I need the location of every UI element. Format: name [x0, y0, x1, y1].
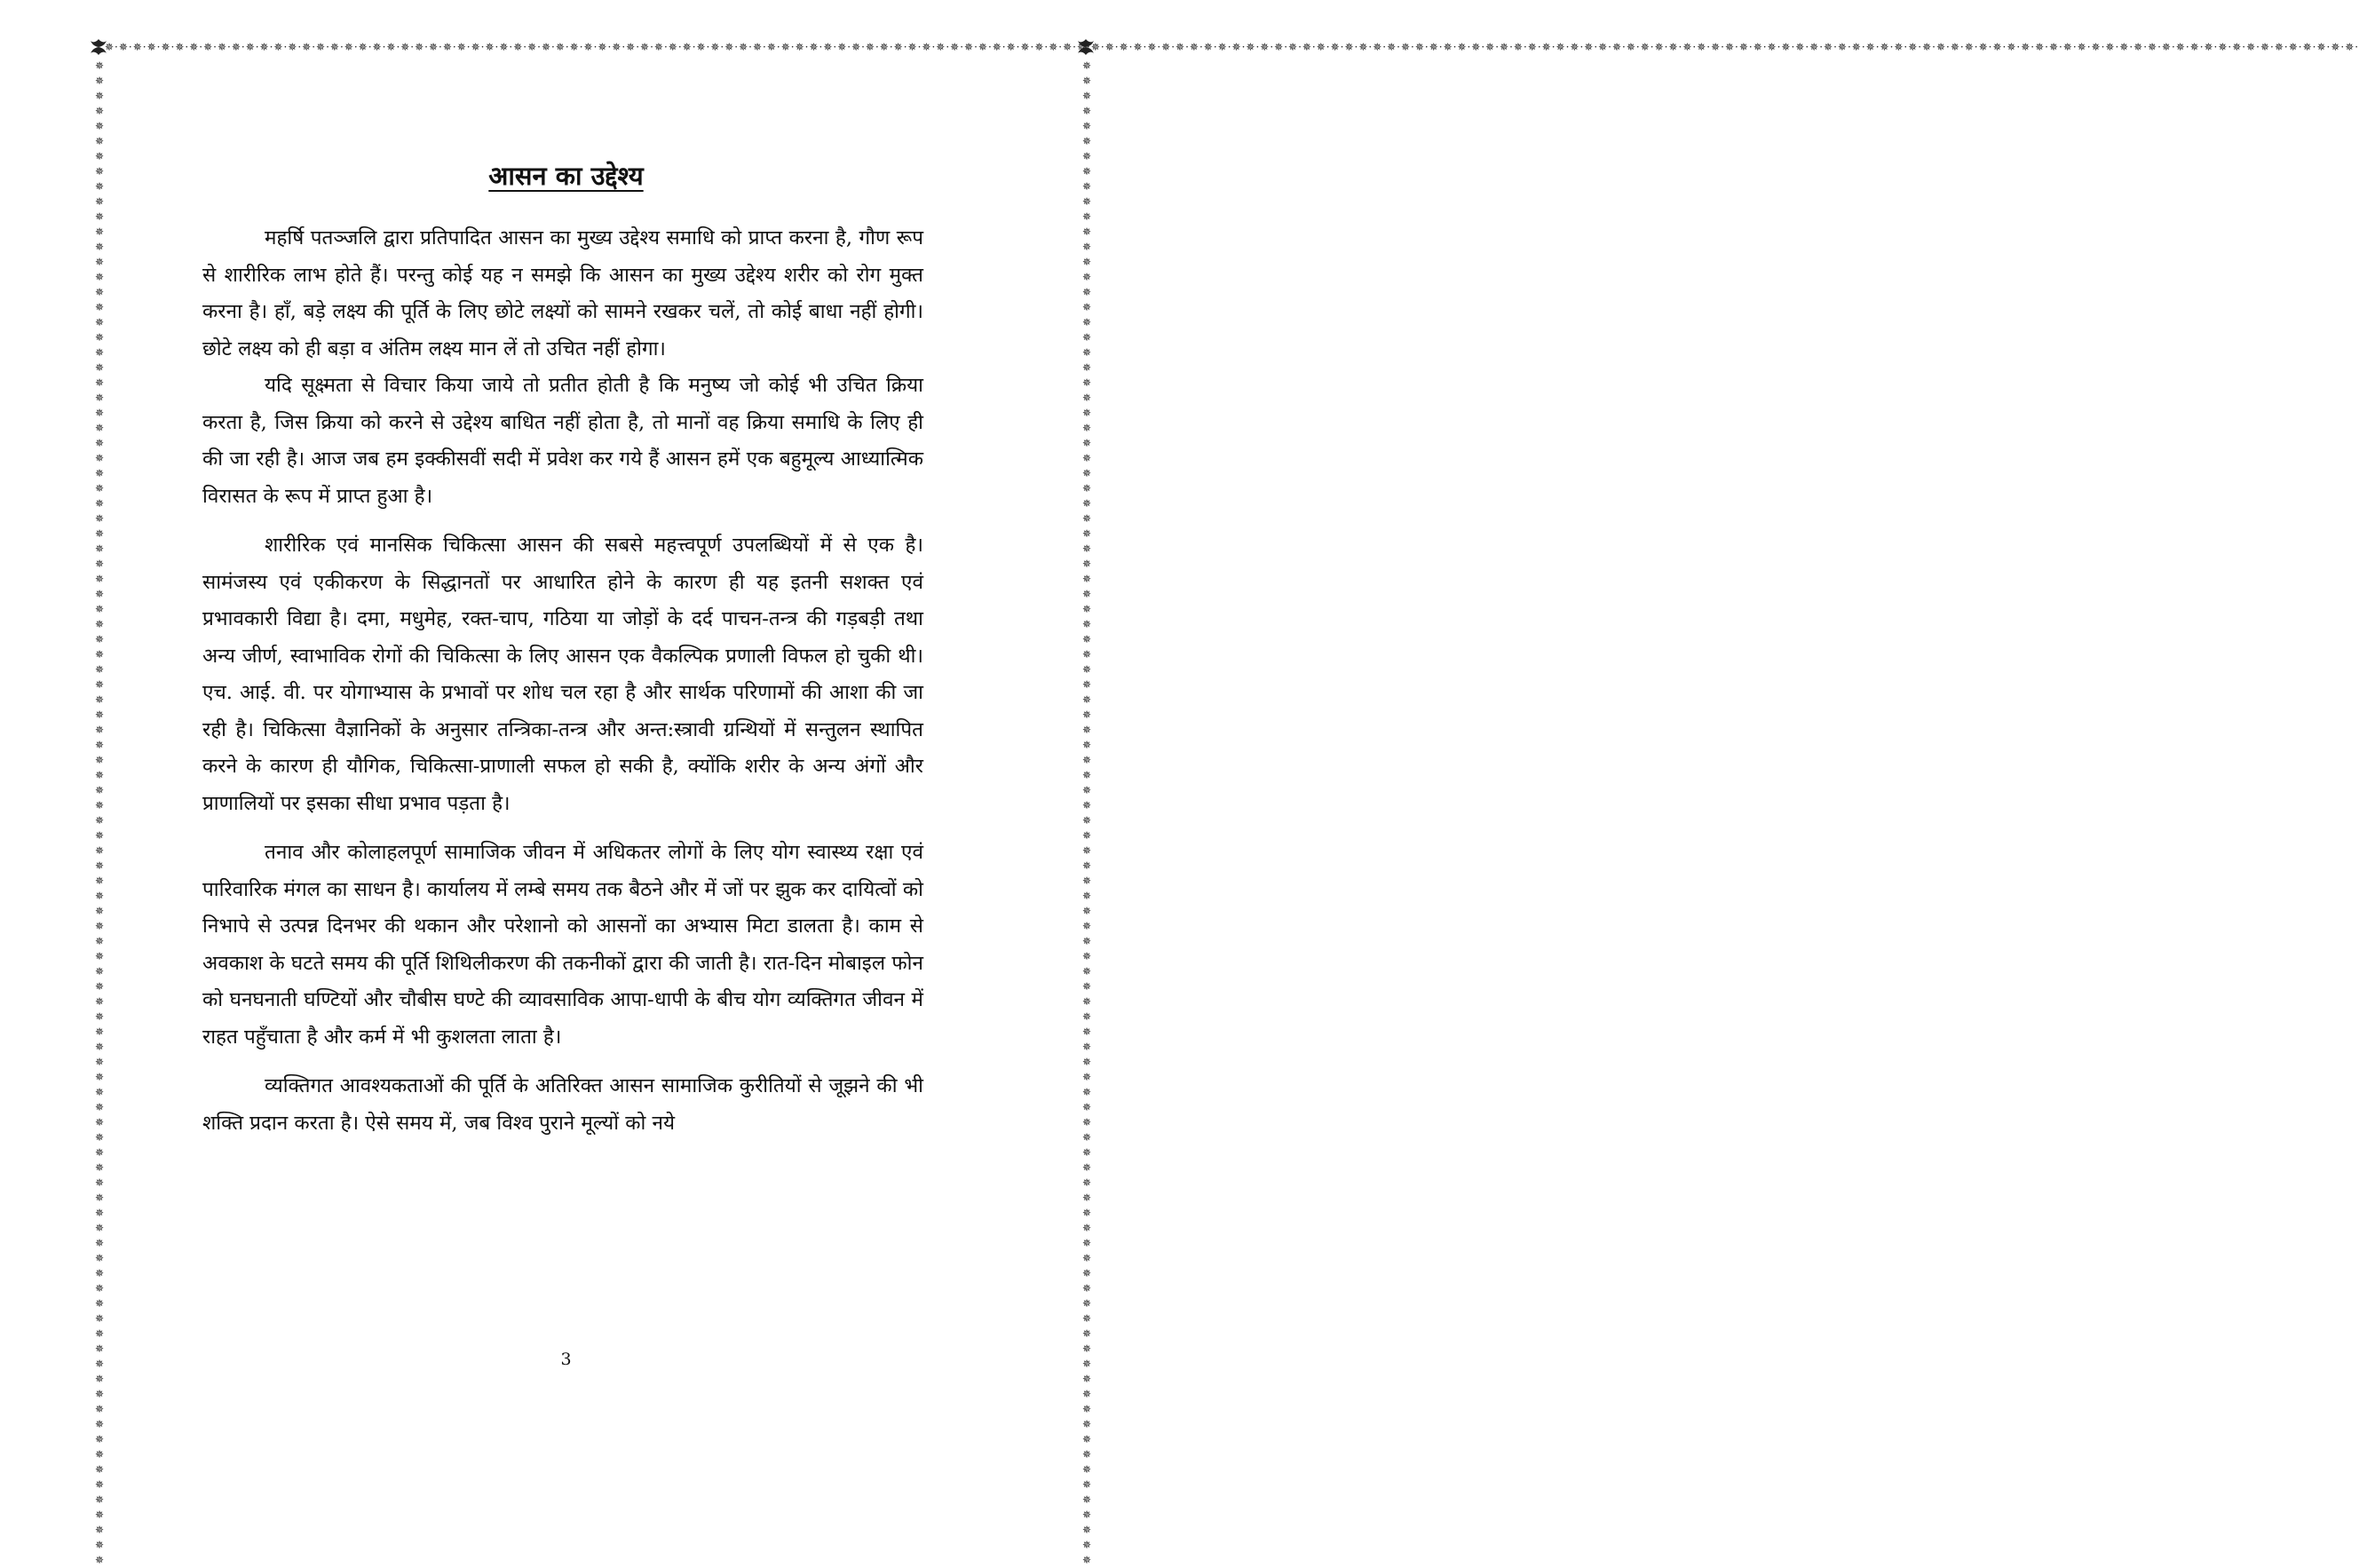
- floral-border-right-icon: ✵✵✵✵✵✵✵✵✵✵✵✵✵✵✵✵✵✵✵✵✵✵✵✵✵✵✵✵✵✵✵✵✵✵✵✵✵✵✵✵✵✵✵✵✵✵✵✵✵✵✵✵✵✵✵✵✵✵✵✵✵✵✵✵✵✵✵✵✵✵✵✵✵✵✵✵✵✵✵✵✵✵✵✵✵✵✵✵✵✵✵✵✵✵✵✵✵✵✵✵: [1081, 59, 1092, 1566]
- floral-border-left-icon: ✵✵✵✵✵✵✵✵✵✵✵✵✵✵✵✵✵✵✵✵✵✵✵✵✵✵✵✵✵✵✵✵✵✵✵✵✵✵✵✵✵✵✵✵✵✵✵✵✵✵✵✵✵✵✵✵✵✵✵✵✵✵✵✵✵✵✵✵✵✵✵✵✵✵✵✵✵✵✵✵✵✵✵✵✵✵✵✵✵✵✵✵✵✵✵✵✵✵✵✵: [94, 59, 105, 1566]
- page-title: [0, 158, 1132, 194]
- paragraph-1: महर्षि पतञ्जलि द्वारा प्रतिपादित आसन का मुख्य उद्देश्य समाधि को प्राप्त करना है, गौण रूप से शारीरिक लाभ होते हैं। परन्तु कोई यह न समझे कि आसन का मुख्य उद्देश्य शरीर को रोग मुक्त करना है। हाँ, बड़े लक्ष्य की पूर्ति के लिए छोटे लक्ष्यों को सामने रखकर चलें, तो कोई बाधा नहीं होगी। छोटे लक्ष्य को ही बड़ा व अंतिम लक्ष्य मान लें तो उचित नहीं होगा।: [202, 226, 923, 360]
- document-body: [202, 220, 923, 1142]
- paragraph-2: यदि सूक्ष्मता से विचार किया जाये तो प्रतीत होती है कि मनुष्य जो कोई भी उचित क्रिया करता है, जिस क्रिया को करने से उद्देश्य बाधित नहीं होता है, तो मानों वह क्रिया समाधि के लिए ही की जा रही है। आज जब हम इक्कीसवीं सदी में प्रवेश कर गये हैं आसन हमें एक बहुमूल्य आध्यात्मिक विरासत के रूप में प्राप्त हुआ है।: [202, 374, 923, 508]
- paragraph-3: शारीरिक एवं मानसिक चिकित्सा आसन की सबसे महत्त्वपूर्ण उपलब्धियों में से एक है। सामंजस्य एवं एकीकरण के सिद्धानतों पर आधारित होने के कारण ही यह इतनी सशक्त एवं प्रभावकारी विद्या है। दमा, मधुमेह, रक्त-चाप, गठिया या जोड़ों के दर्द पाचन-तन्त्र की गड़बड़ी तथा अन्य जीर्ण, स्वाभाविक रोगों की चिकित्सा के लिए आसन एक वैकल्पिक प्रणाली विफल हो चुकी थी। एच. आई. वी. पर योगाभ्यास के प्रभावों पर शोध चल रहा है और सार्थक परिणामों की आशा की जा रही है। चिकित्सा वैज्ञानिकों के अनुसार तन्त्रिका-तन्त्र और अन्त:स्त्रावी ग्रन्थियों में सन्तुलन स्थापित करने के कारण ही यौगिक, चिकित्सा-प्राणाली सफल हो सकी है, क्योंकि शरीर के अन्य अंगों और प्राणालियों पर इसका सीधा प्रभाव पड़ता है।: [202, 534, 923, 815]
- paragraph-4: तनाव और कोलाहलपूर्ण सामाजिक जीवन में अधिकतर लोगों के लिए योग स्वास्थ्य रक्षा एवं पारिवारिक मंगल का साधन है। कार्यालय में लम्बे समय तक बैठने और में जों पर झुक कर दायित्वों को निभापे से उत्पन्न दिनभर की थकान और परेशानो को आसनों का अभ्यास मिटा डालता है। काम से अवकाश के घटते समय की पूर्ति शिथिलीकरण की तकनीकों द्वारा की जाती है। रात-दिन मोबाइल फोन को घनघनाती घण्टियों और चौबीस घण्टे की व्यावसाविक आपा-धापी के बीच योग व्यक्तिगत जीवन में राहत पहुँचाता है और कर्म में भी कुशलता लाता है।: [202, 841, 923, 1049]
- paragraph-5: व्यक्तिगत आवश्यकताओं की पूर्ति के अतिरिक्त आसन सामाजिक कुरीतियों से जूझने की भी शक्ति प्रदान करता है। ऐसे समय में, जब विश्व पुराने मूल्यों को नये: [202, 1074, 923, 1135]
- floral-border-top-icon: ✵·✵·✵·✵·✵·✵·✵·✵·✵·✵·✵·✵·✵·✵·✵·✵·✵·✵·✵·✵·✵·✵·✵·✵·✵·✵·✵·✵·✵·✵·✵·✵·✵·✵·✵·✵·✵·✵·✵·✵·✵·✵·✵·✵·✵·✵·✵·✵·✵·✵·✵·✵·✵·✵·✵·✵·✵·✵·✵·✵·✵·✵·✵·✵·✵·✵·✵·✵·✵·✵·✵·✵·✵·✵·✵·✵·✵·✵·✵·✵·✵·✵·✵·✵·✵·✵·✵·✵·✵·✵·✵·✵·✵·✵·✵·✵·✵·✵·✵·✵·✵·✵·✵·✵·✵·✵·✵·✵·✵·✵·✵·✵·✵·✵·✵·✵·✵·✵·✵·✵·✵·✵·✵·✵·✵·✵·✵·✵·✵·✵·✵·✵·✵·✵·✵·✵·✵·✵·✵·✵·✵·✵·✵·✵·✵·✵·✵·✵·✵·✵·✵·✵·✵·✵·✵·✵·✵·✵·✵·✵·: [105, 41, 2359, 53]
- page-title-text: आसन का उद्देश्य: [488, 161, 644, 191]
- page-number: 3: [560, 1350, 572, 1369]
